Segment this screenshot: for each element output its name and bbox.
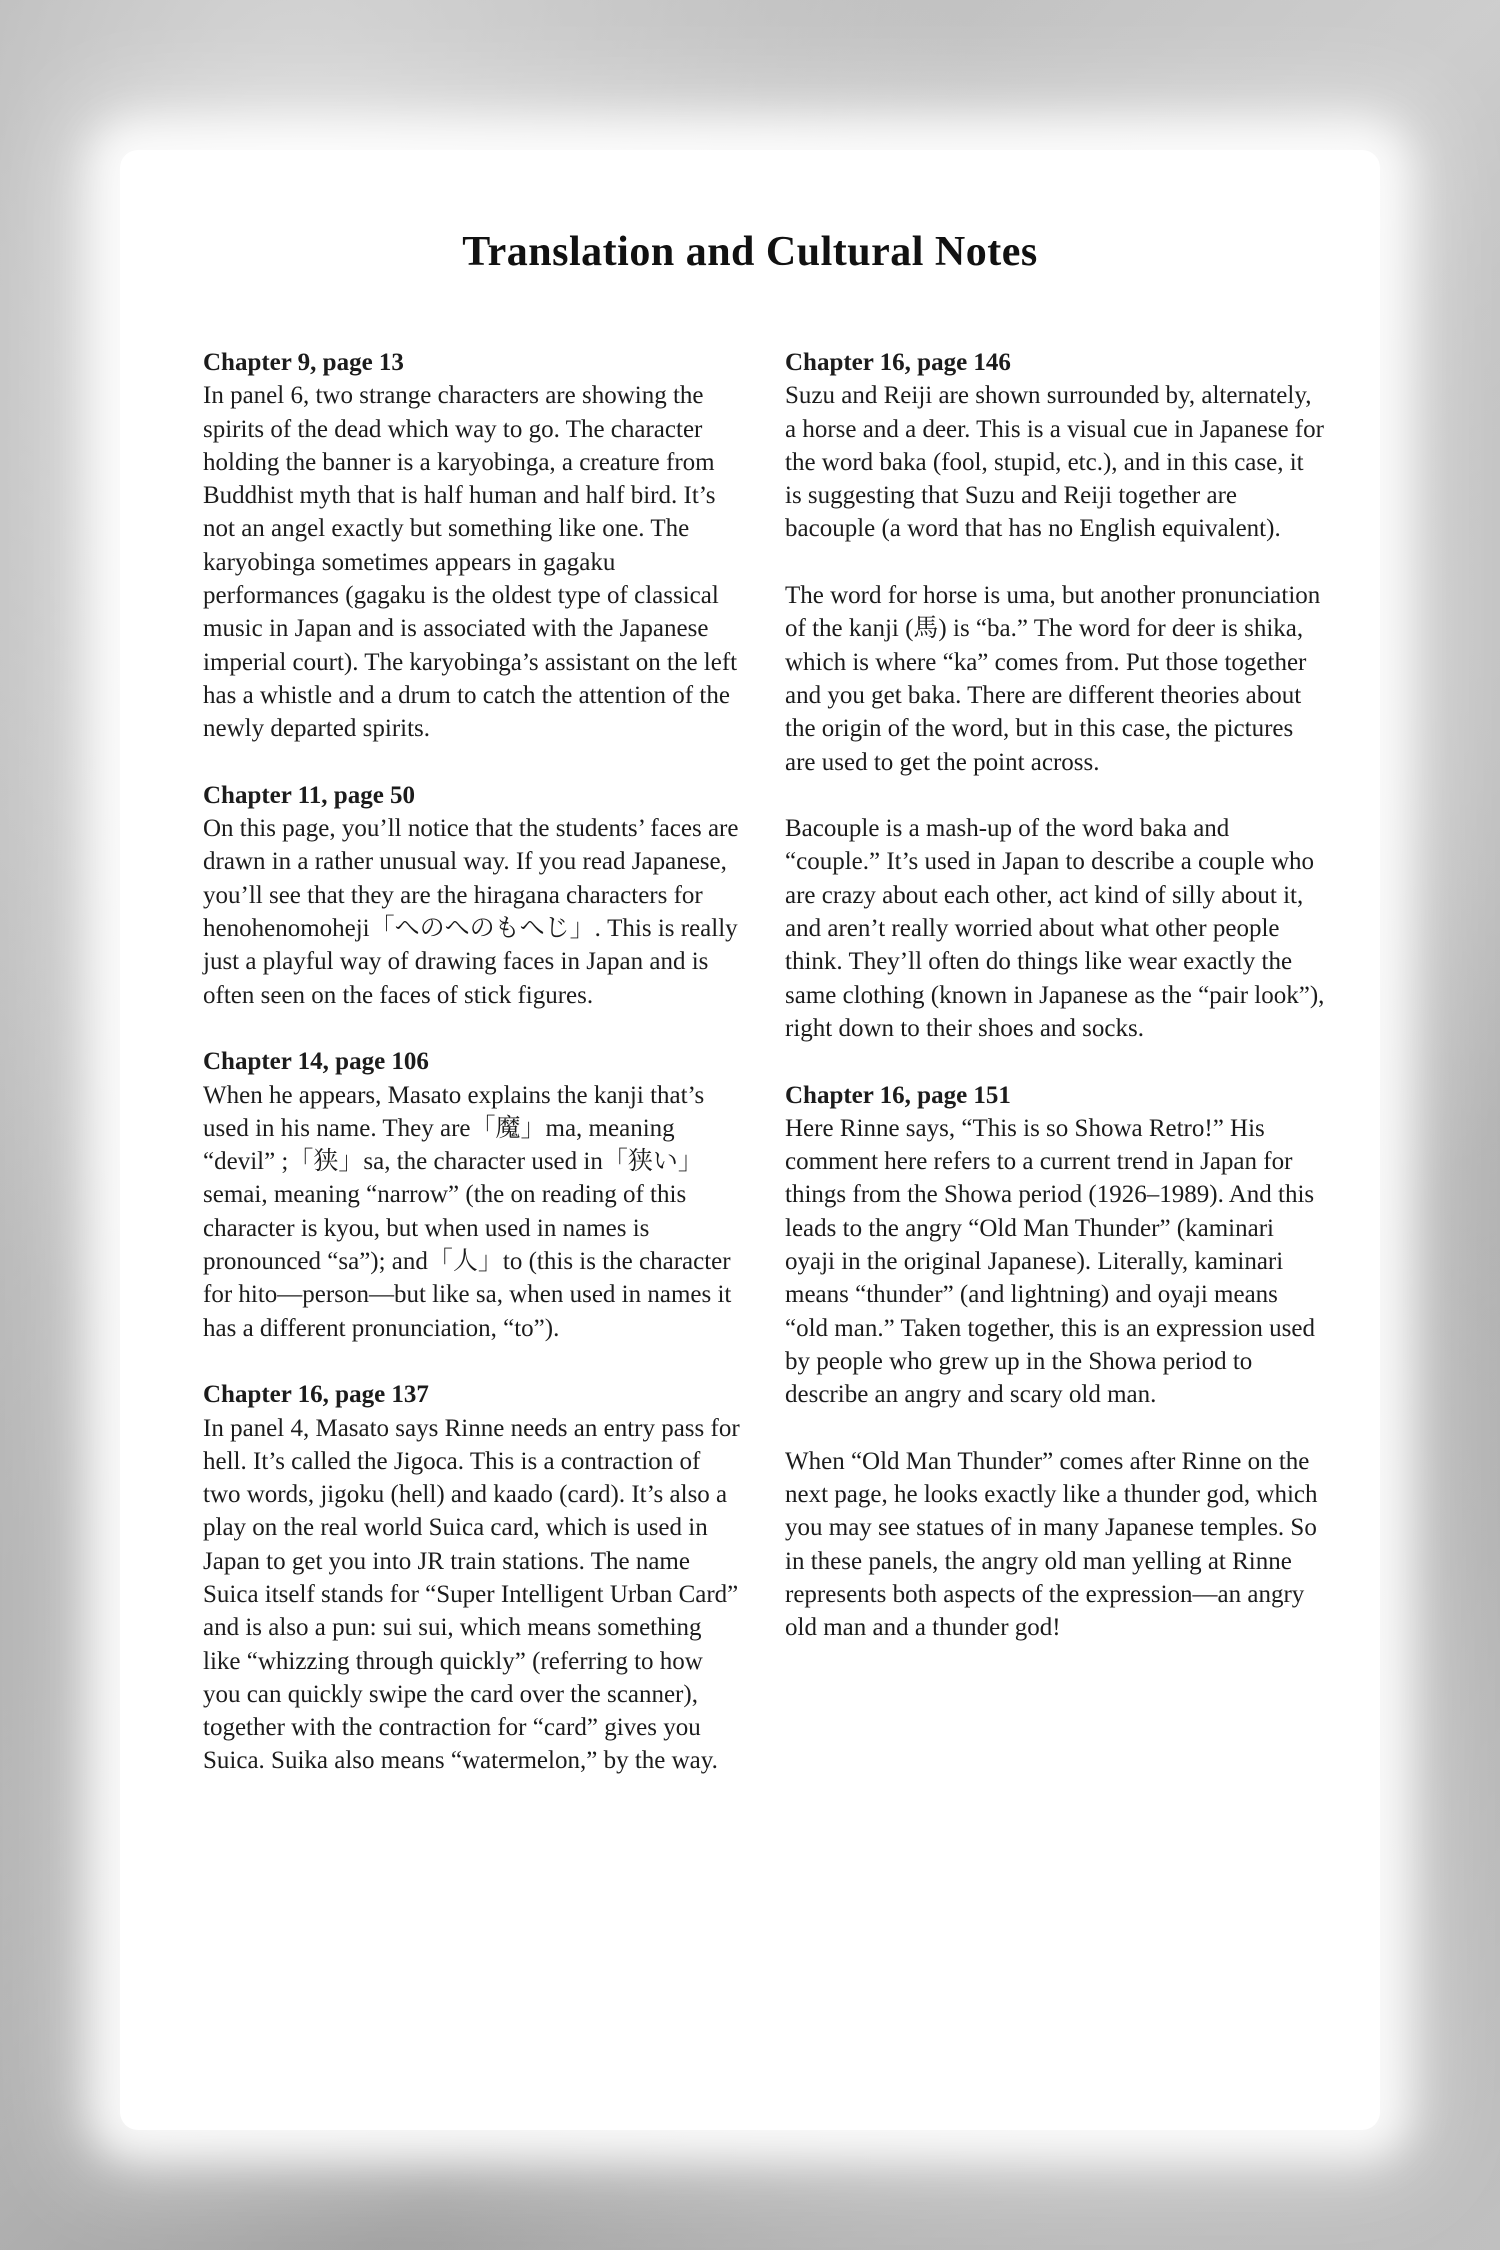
note-chapter-16-page-137 <box>203 1378 743 1778</box>
note-paragraph: The word for horse is uma, but another pronunciation of the kanji (馬) is “ba.” The word for deer is shika, which is where “ka” comes from. Put those together and you get baka. There are different theories about the origin of the word, but in this case, the pictures are used to get the point across. <box>785 582 1321 776</box>
note-heading: Chapter 11, page 50 <box>203 781 416 809</box>
note-heading: Chapter 9, page 13 <box>203 349 404 376</box>
note-chapter-16-page-146 <box>785 346 1325 1045</box>
note-heading: Chapter 16, page 137 <box>203 1381 429 1409</box>
note-paragraph: In panel 6, two strange characters are showing the spirits of the dead which way to go. The character holding the banner is a karyobinga, a creature from Buddhist myth that is half human and half bird. It’s not an angel exactly but something like one. The karyobinga sometimes appears in gagaku performances (gagaku is the oldest type of classical music in Japan and is associated with the Japanese imperial court). The karyobinga’s assistant on the left has a whistle and a drum to catch the attention of the newly departed spirits. <box>203 382 738 743</box>
note-paragraph: On this page, you’ll notice that the students’ faces are drawn in a rather unusual way. If you read Japanese, you’ll see that they are the hiragana characters for henohenomoheji「へのへのもへじ」. This is really just a playful way of drawing faces in Japan and is often seen on the faces of stick figures. <box>203 815 739 1009</box>
note-heading: Chapter 16, page 146 <box>785 349 1011 376</box>
note-paragraph: Suzu and Reiji are shown surrounded by, alternately, a horse and a deer. This is a visual cue in Japanese for the word baka (fool, stupid, etc.), and in this case, it is suggesting that Suzu and Reiji together are bacouple (a word that has no English equivalent). <box>785 382 1324 543</box>
note-chapter-11-page-50 <box>203 779 743 1012</box>
left-column <box>203 346 743 1811</box>
note-paragraph: When he appears, Masato explains the kanji that’s used in his name. They are「魔」ma, meaning “devil” ;「狭」sa, the character used in「狭い」semai, meaning “narrow” (the on reading of this character is kyou, but when used in names is pronounced “sa”); and「人」to (this is the character for hito—person—but like sa, when used in names it has a different pronunciation, “to”). <box>203 1081 732 1342</box>
note-chapter-9-page-13 <box>203 346 743 746</box>
note-chapter-16-page-151 <box>785 1079 1325 1645</box>
page-title: Translation and Cultural Notes <box>462 229 1038 275</box>
right-column <box>785 346 1325 1678</box>
note-heading: Chapter 14, page 106 <box>203 1048 429 1076</box>
note-paragraph: In panel 4, Masato says Rinne needs an entry pass for hell. It’s called the Jigoca. This is a contraction of two words, jigoku (hell) and kaado (card). It’s also a play on the real world Suica card, which is used in Japan to get you into JR train stations. The name Suica itself stands for “Super Intelligent Urban Card” and is also a pun: sui sui, which means something like “whizzing through quickly” (referring to how you can quickly swipe the card over the scanner), together with the contraction for “card” gives you Suica. Suika also means “watermelon,” by the way. <box>203 1414 740 1775</box>
note-chapter-14-page-106 <box>203 1045 743 1345</box>
note-heading: Chapter 16, page 151 <box>785 1081 1011 1109</box>
note-paragraph: When “Old Man Thunder” comes after Rinne on the next page, he looks exactly like a thunder god, which you may see statues of in many Japanese temples. So in these panels, the angry old man yelling at Rinne represents both aspects of the expression—an angry old man and a thunder god! <box>785 1447 1318 1642</box>
note-paragraph: Bacouple is a mash-up of the word baka and “couple.” It’s used in Japan to describe a couple who are crazy about each other, act kind of silly about it, and aren’t really worried about what other people think. They’ll often do things like wear exactly the same clothing (known in Japanese as the “pair look”), right down to their shoes and socks. <box>785 815 1325 1042</box>
note-paragraph: Here Rinne says, “This is so Showa Retro!” His comment here refers to a current trend in Japan for things from the Showa period (1926–1989). And this leads to the angry “Old Man Thunder” (kaminari oyaji in the original Japanese). Literally, kaminari means “thunder” (and lightning) and oyaji means “old man.” Taken together, this is an expression used by people who grew up in the Showa period to describe an angry and scary old man. <box>785 1114 1315 1409</box>
